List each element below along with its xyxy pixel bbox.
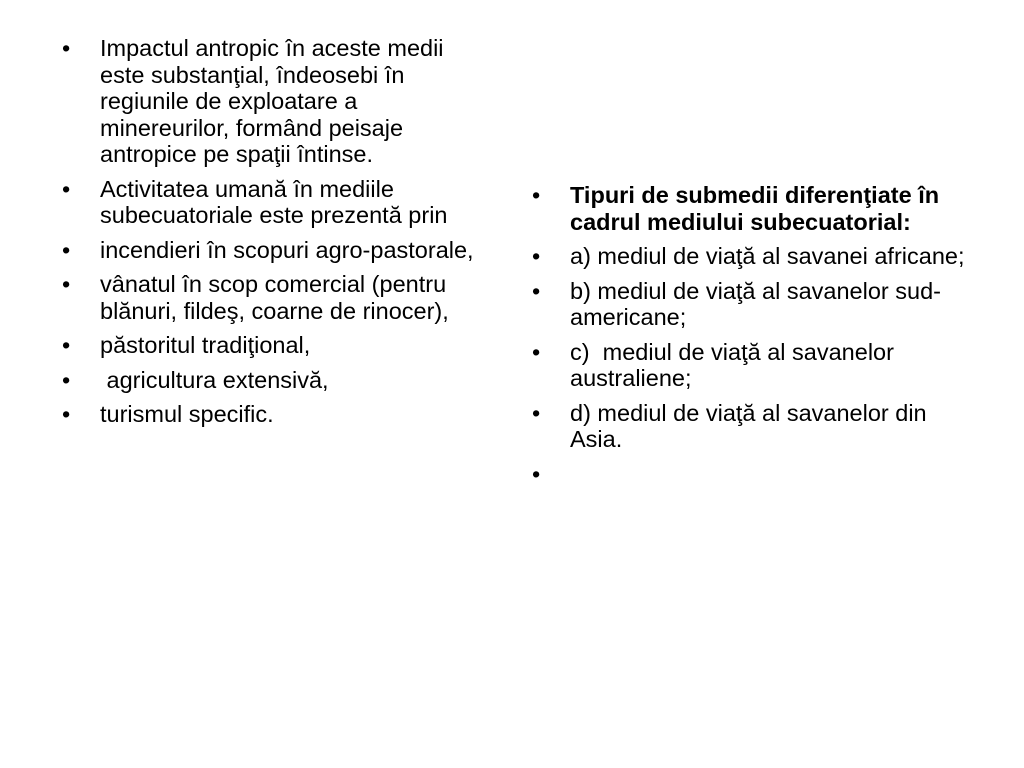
bullet-icon: • bbox=[62, 236, 71, 263]
list-item bbox=[62, 176, 482, 229]
list-item-text: c) mediul de viaţă al savanelor australiene; bbox=[570, 338, 901, 391]
list-item-text: Activitatea umană în mediile subecuatoriale este prezentă prin bbox=[100, 175, 448, 228]
list-item-text: incendieri în scopuri agro-pastorale, bbox=[100, 236, 474, 263]
list-item-text: agricultura extensivă, bbox=[100, 366, 329, 393]
list-item bbox=[62, 367, 482, 394]
list-item bbox=[62, 35, 482, 168]
bullet-icon: • bbox=[532, 399, 541, 426]
bullet-icon: • bbox=[532, 182, 541, 208]
list-item-text: vânatul în scop comercial (pentru blănuri, fildeş, coarne de rinocer), bbox=[100, 271, 449, 324]
list-item bbox=[532, 278, 972, 331]
list-item bbox=[62, 401, 482, 428]
bullet-icon: • bbox=[62, 332, 71, 358]
list-item-text: turismul specific. bbox=[100, 401, 274, 427]
bullet-icon: • bbox=[62, 366, 71, 393]
list-item bbox=[532, 243, 972, 270]
list-heading-text: Tipuri de submedii diferenţiate în cadrul mediului subecuatorial: bbox=[570, 182, 940, 235]
bullet-icon: • bbox=[532, 338, 541, 365]
list-item-text: b) mediul de viaţă al savanelor sud-americane; bbox=[570, 277, 941, 330]
bullet-icon: • bbox=[62, 35, 71, 61]
list-item bbox=[62, 237, 482, 264]
bullet-icon: • bbox=[62, 271, 71, 297]
left-bullet-list bbox=[62, 35, 482, 436]
list-item-text: d) mediul de viaţă al savanelor din Asia. bbox=[570, 399, 927, 452]
bullet-icon: • bbox=[62, 175, 71, 202]
list-item bbox=[62, 271, 482, 324]
right-bullet-list bbox=[532, 182, 972, 495]
bullet-icon: • bbox=[532, 243, 541, 269]
list-item-text bbox=[570, 461, 577, 487]
list-item-text: Impactul antropic în aceste medii este substanţial, îndeosebi în regiunile de exploatare a minereurilor, formând peisaje antropice pe spaţii întinse. bbox=[100, 35, 444, 167]
list-item-text: a) mediul de viaţă al savanei africane; bbox=[570, 243, 965, 269]
list-item bbox=[532, 400, 972, 453]
list-item-heading bbox=[532, 182, 972, 235]
list-item-empty bbox=[532, 461, 972, 488]
list-item-text: păstoritul tradiţional, bbox=[100, 332, 311, 358]
list-item bbox=[532, 339, 972, 392]
list-item bbox=[62, 332, 482, 359]
bullet-icon: • bbox=[532, 460, 541, 487]
bullet-icon: • bbox=[532, 277, 541, 304]
bullet-icon: • bbox=[62, 401, 71, 427]
